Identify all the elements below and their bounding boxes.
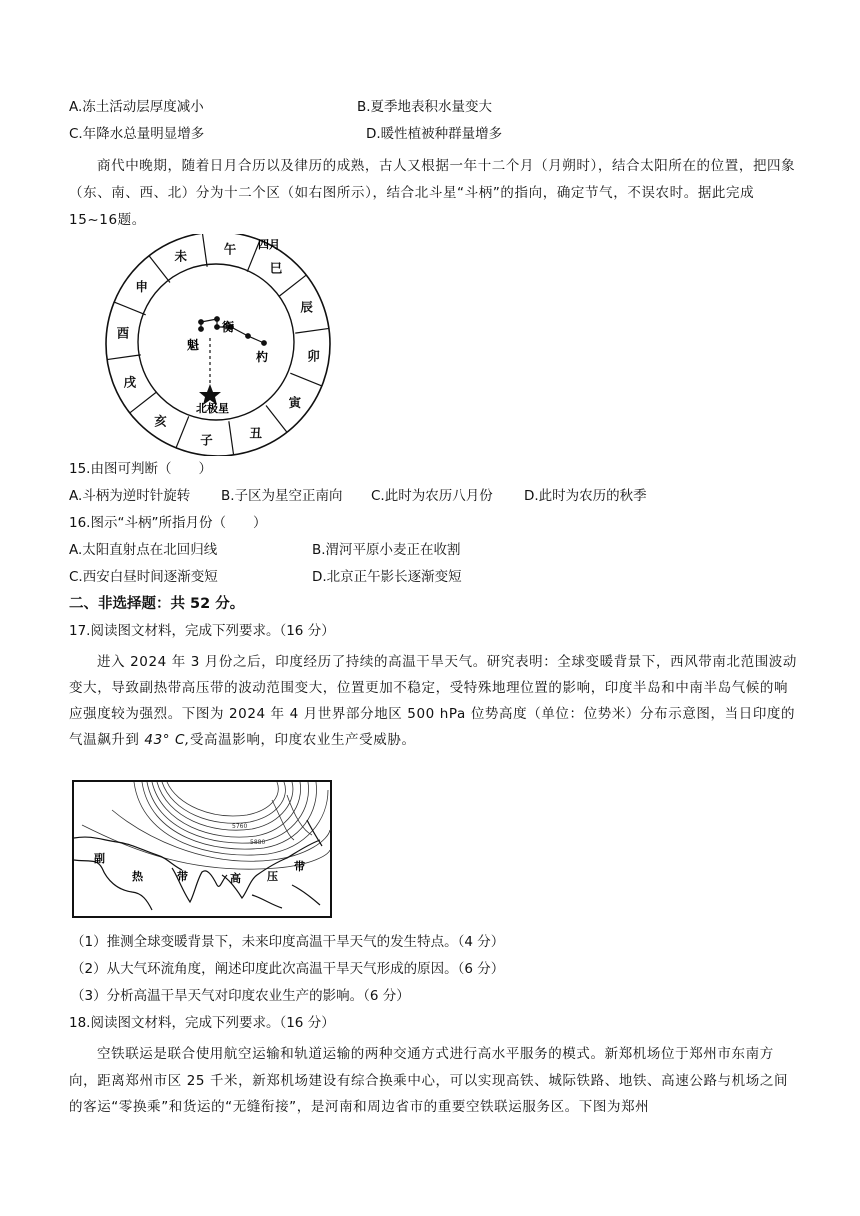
- q16-option-a: A.太阳直射点在北回归线: [69, 542, 218, 558]
- branch-label: 辰: [300, 299, 313, 315]
- ring-divider: [114, 302, 146, 315]
- ring-divider: [266, 405, 287, 432]
- map-label-dai1: 带: [177, 870, 188, 883]
- branch-label: 亥: [154, 413, 167, 429]
- q16-stem: 16.图示“斗柄”所指月份（ ）: [69, 515, 267, 531]
- q17-passage-text: 进入 2024 年 3 月份之后，印度经历了持续的高温干旱天气。研究表明：全球变暖背景下，西风带南北范围波动变大，导致副热带高压带的波动范围变大，位置更加不稳定，受特殊地理位置的影响，印度半岛和中南半岛气候的响应强度较为强烈。下图为 2024 年 4 月世界部分地区 500 hPa 位势高度（单位：位势米）分布示意图，当日印度的气温飙升到: [69, 654, 798, 748]
- map-label-fu: 副: [94, 852, 105, 865]
- q18-passage: 空铁联运是联合使用航空运输和轨道运输的两种交通方式进行高水平服务的模式。新郑机场位于郑州市东南方向，距离郑州市区 25 千米，新郑机场建设有综合换乘中心，可以实现高铁、城际铁路、地铁、高速公路与机场之间的客运“零换乘”和货运的“无缝衔接”，是河南和周边省市的重要空铁联运服务区。下图为郑州: [69, 1046, 789, 1115]
- ring-divider: [202, 234, 207, 267]
- branch-label: 卯: [307, 348, 320, 364]
- option-c-q14: C.年降水总量明显增多: [69, 126, 205, 142]
- contour-label-2: 5880: [250, 839, 266, 846]
- option-d-q14: D.暖性植被种群量增多: [366, 126, 503, 142]
- ring-divider: [149, 256, 170, 283]
- ring-divider: [107, 355, 141, 360]
- option-a-q14: A.冻土活动层厚度减小: [69, 99, 204, 115]
- q16-option-d: D.北京正午影长逐渐变短: [312, 569, 462, 585]
- map-label-re: 热: [132, 870, 143, 883]
- q18-stem: 18.阅读图文材料，完成下列要求。（16 分）: [69, 1015, 335, 1031]
- label-month: 四月: [258, 238, 280, 251]
- map-label-gao: 高: [230, 872, 241, 885]
- branch-label: 申: [135, 279, 148, 295]
- option-b-q14: B.夏季地表积水量变大: [357, 99, 493, 115]
- zodiac-diagram: [98, 234, 338, 456]
- label-heng: 衡: [222, 320, 235, 334]
- section2-title: 二、非选择题：共 52 分。: [69, 596, 245, 612]
- ring-divider: [229, 421, 234, 455]
- outer-circle: [106, 234, 330, 456]
- passage-15-16: 商代中晚期，随着日月合历以及律历的成熟，古人又根据一年十二个月（月朔时），结合太阳所在的位置，把四象（东、南、西、北）分为十二个区（如右图所示），结合北斗星“斗柄”的指向，确定节气，不误农时。据此完成15~16题。: [69, 158, 796, 228]
- q17-sub3: （3）分析高温干旱天气对印度农业生产的影响。（6 分）: [71, 988, 410, 1004]
- ring-divider: [130, 392, 157, 413]
- label-polaris: 北极星: [196, 402, 229, 415]
- ring-divider: [279, 275, 306, 296]
- inner-circle: [138, 264, 294, 420]
- q15-option-b: B.子区为星空正南向: [221, 488, 343, 504]
- ring-divider: [295, 328, 329, 333]
- q17-passage-end: 受高温影响，印度农业生产受威胁。: [189, 732, 416, 748]
- branch-label: 午: [223, 241, 237, 257]
- q17-temperature: 43° C,: [144, 732, 190, 748]
- branch-label: 未: [174, 248, 188, 264]
- q16-option-b: B.渭河平原小麦正在收割: [312, 542, 461, 558]
- ring-divider: [176, 416, 189, 448]
- q16-option-c: C.西安白昼时间逐渐变短: [69, 569, 218, 585]
- ring-divider: [290, 373, 322, 386]
- contour-label-1: 5760: [232, 823, 248, 830]
- branch-label: 寅: [288, 394, 302, 410]
- map-label-dai2: 带: [294, 860, 305, 873]
- branch-label: 子: [200, 432, 213, 448]
- q15-option-a: A.斗柄为逆时针旋转: [69, 488, 191, 504]
- label-shao: 杓: [256, 350, 269, 364]
- branch-label: 丑: [249, 425, 263, 441]
- branch-label: 巳: [269, 260, 283, 276]
- branch-label: 戌: [123, 374, 137, 390]
- q15-option-c: C.此时为农历八月份: [371, 488, 493, 504]
- q15-option-d: D.此时为农历的秋季: [524, 488, 647, 504]
- branch-label: 酉: [116, 325, 130, 341]
- geopotential-height-map: [72, 780, 332, 918]
- q17-sub1: （1）推测全球变暖背景下，未来印度高温干旱天气的发生特点。（4 分）: [71, 934, 505, 950]
- q17-passage: [69, 649, 797, 753]
- map-label-ya: 压: [267, 870, 278, 883]
- q15-stem: 15.由图可判断（ ）: [69, 461, 212, 477]
- label-kui: 魁: [187, 338, 200, 352]
- q17-sub2: （2）从大气环流角度，阐述印度此次高温干旱天气形成的原因。（6 分）: [71, 961, 505, 977]
- q17-stem: 17.阅读图文材料，完成下列要求。（16 分）: [69, 623, 335, 639]
